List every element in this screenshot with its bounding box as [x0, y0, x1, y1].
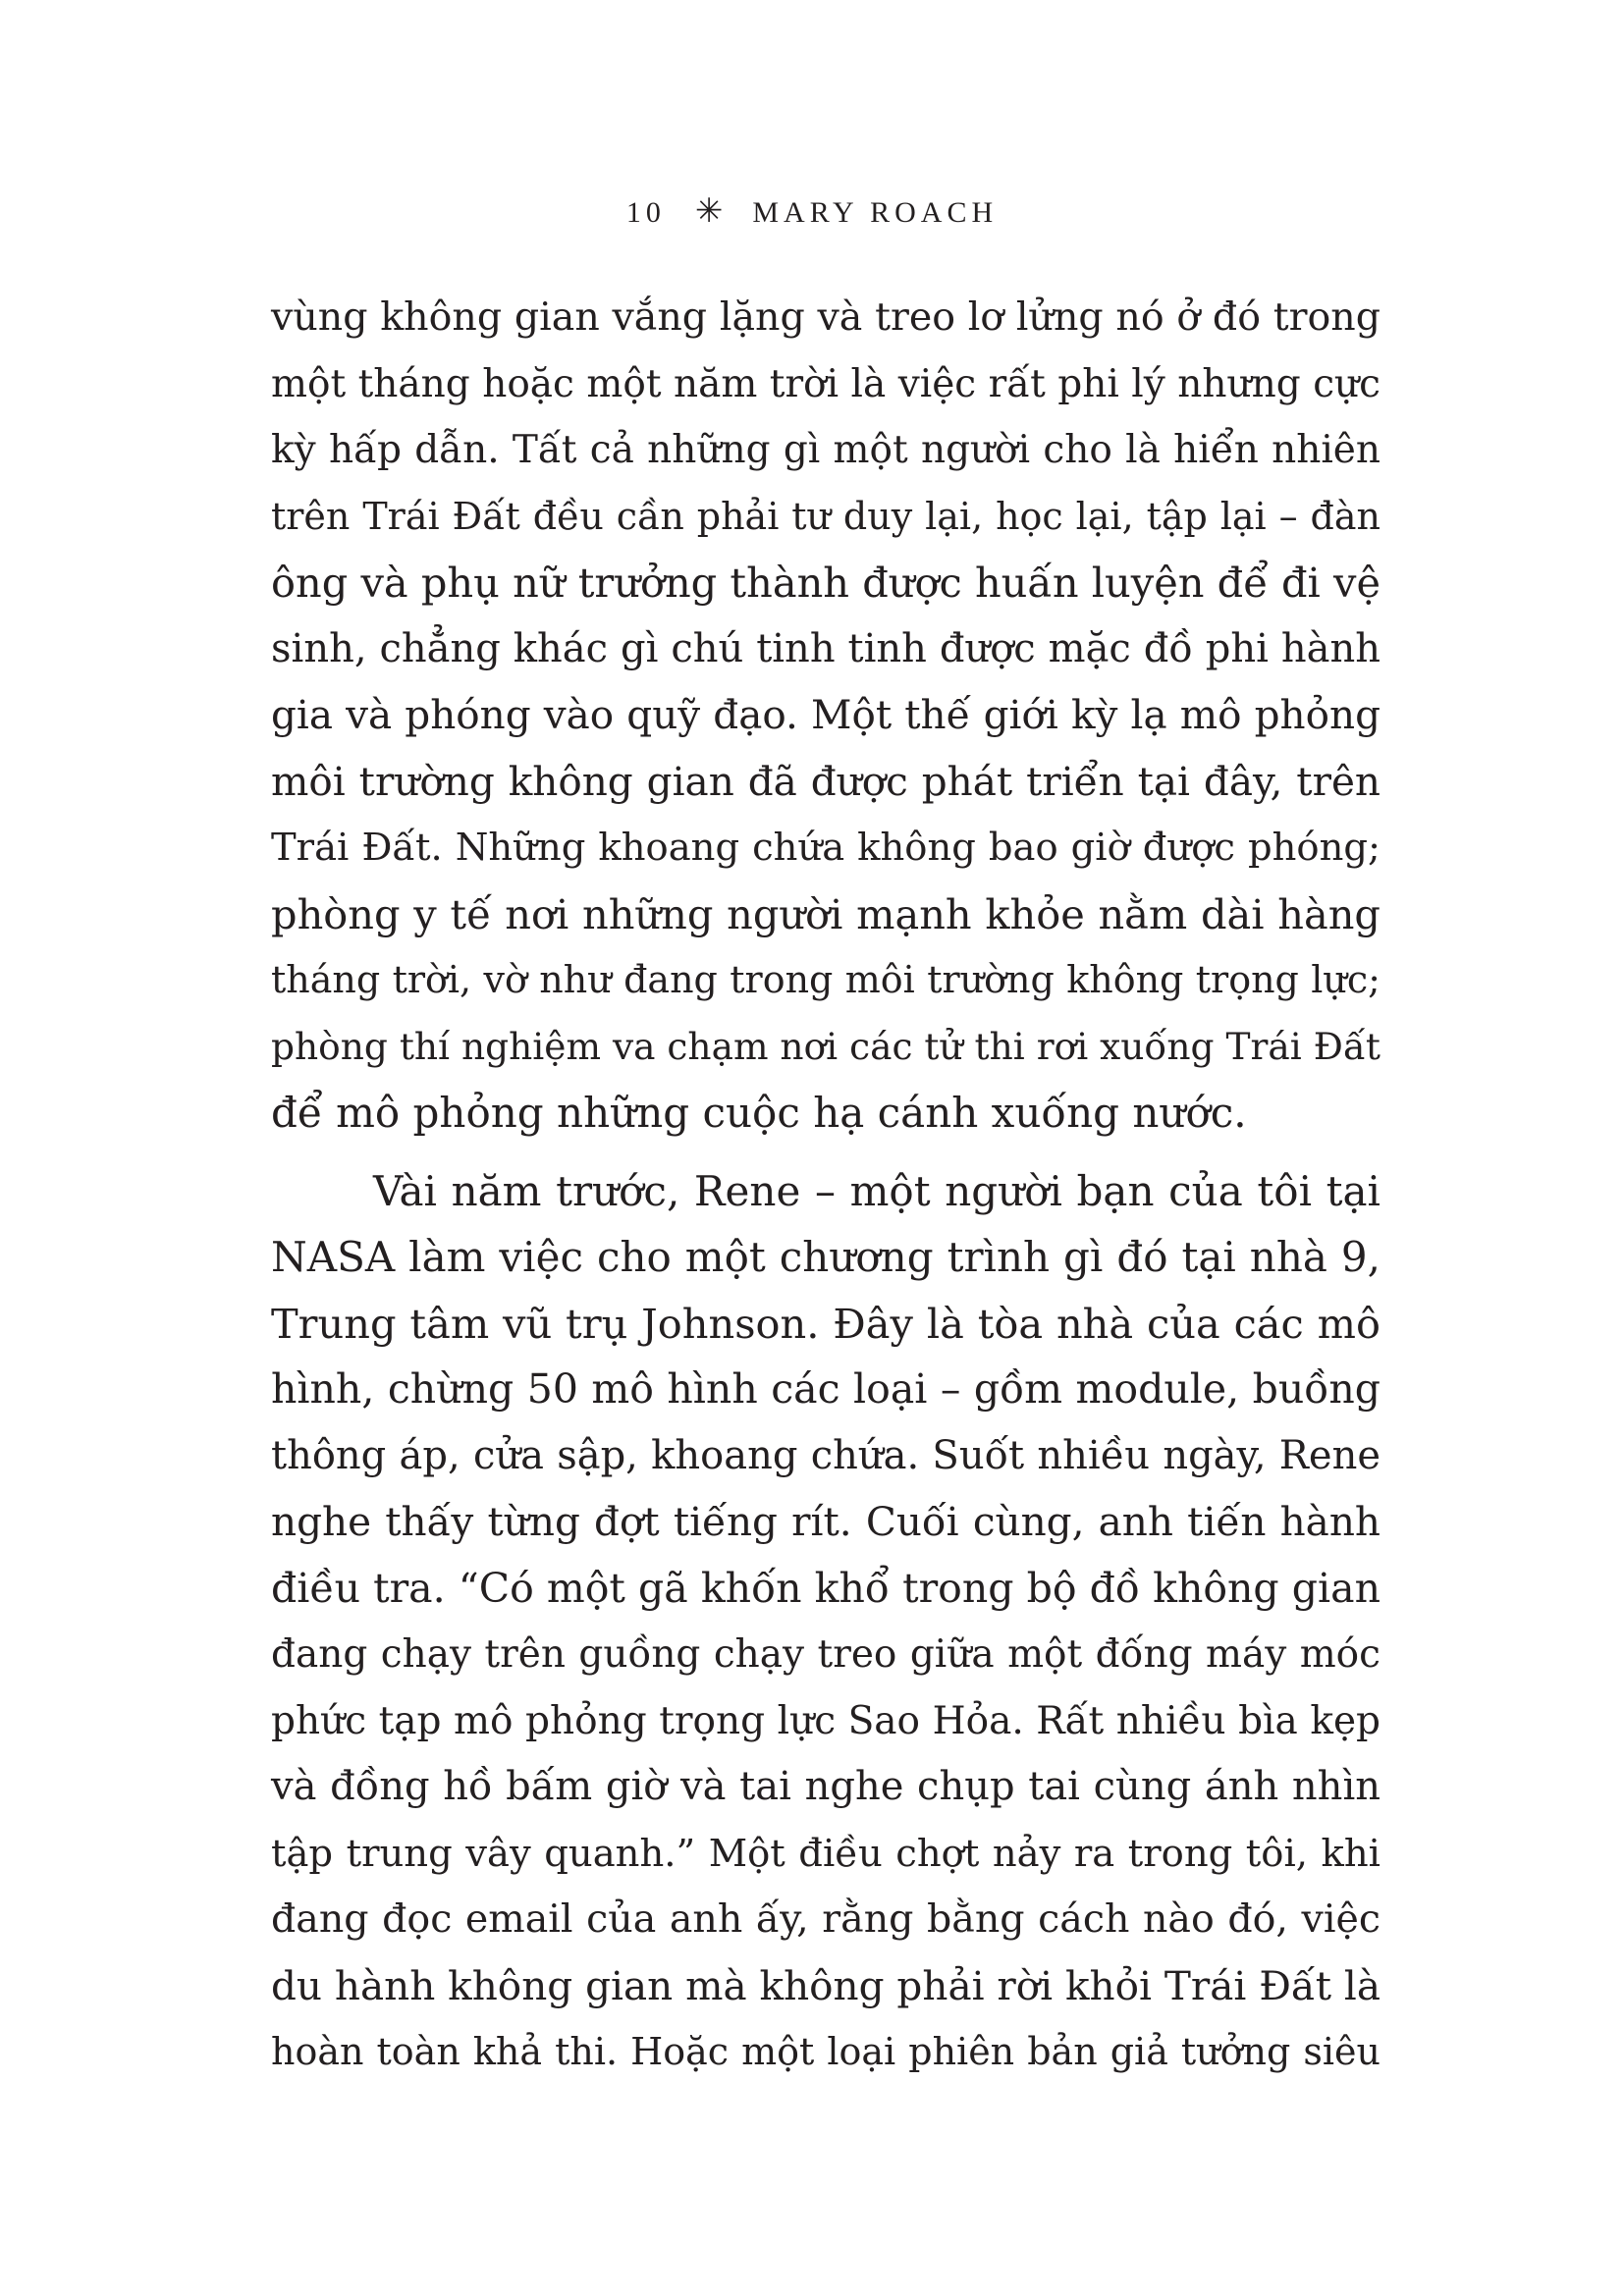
paragraph-gap [271, 1147, 1380, 1158]
text-line: trên Trái Đất đều cần phải tư duy lại, học lại, tập lại – đàn [271, 494, 1380, 538]
text-line: vùng không gian vắng lặng và treo lơ lửng nó ở đó trong [271, 294, 1380, 340]
text-line: phòng y tế nơi những người mạnh khỏe nằm dài hàng [271, 889, 1380, 938]
paragraph [271, 1158, 1380, 2086]
text-line: hình, chừng 50 mô hình các loại – gồm module, buồng [271, 1365, 1380, 1413]
text-line: sinh, chẳng khác gì chú tinh tinh được mặc đồ phi hành [271, 625, 1380, 671]
text-line: phức tạp mô phỏng trọng lực Sao Hỏa. Rất nhiều bìa kẹp [271, 1698, 1380, 1743]
text-line: hoàn toàn khả thi. Hoặc một loại phiên bản giả tưởng siêu [271, 2030, 1380, 2073]
text-line: để mô phỏng những cuộc hạ cánh xuống nước. [271, 1089, 1247, 1137]
page-number: 10 [625, 196, 666, 229]
text-line: NASA làm việc cho một chương trình gì đó tại nhà 9, [271, 1233, 1380, 1281]
paragraph [271, 285, 1380, 1147]
author-name: MARY ROACH [752, 196, 999, 229]
text-line: tháng trời, vờ như đang trong môi trường không trọng lực; [271, 958, 1380, 1001]
text-line: đang đọc email của anh ấy, rằng bằng cách nào đó, việc [271, 1896, 1380, 1942]
running-head [0, 192, 1624, 233]
text-line: Vài năm trước, Rene – một người bạn của tôi tại [373, 1166, 1380, 1215]
text-line: Trung tâm vũ trụ Johnson. Đây là tòa nhà của các mô [271, 1299, 1380, 1348]
text-line: điều tra. “Có một gã khốn khổ trong bộ đồ không gian [271, 1564, 1380, 1612]
body-text [271, 285, 1380, 2086]
text-line: một tháng hoặc một năm trời là việc rất phi lý nhưng cực [271, 361, 1380, 406]
text-line: thông áp, cửa sập, khoang chứa. Suốt nhiều ngày, Rene [271, 1432, 1380, 1478]
text-line: môi trường không gian đã được phát triển tại đây, trên [271, 757, 1380, 805]
text-line: đang chạy trên guồng chạy treo giữa một đống máy móc [271, 1632, 1380, 1677]
text-line: du hành không gian mà không phải rời khỏi Trái Đất là [271, 1961, 1380, 2009]
text-line: và đồng hồ bấm giờ và tai nghe chụp tai cùng ánh nhìn [271, 1764, 1380, 1809]
text-line: nghe thấy từng đợt tiếng rít. Cuối cùng, anh tiến hành [271, 1498, 1380, 1545]
text-line: phòng thí nghiệm va chạm nơi các tử thi rơi xuống Trái Đất [271, 1024, 1380, 1068]
text-line: tập trung vây quanh.” Một điều chợt nảy ra trong tôi, khi [271, 1831, 1380, 1876]
text-line: ông và phụ nữ trưởng thành được huấn luyện để đi vệ [271, 559, 1380, 607]
text-line: Trái Đất. Những khoang chứa không bao giờ được phóng; [271, 826, 1380, 870]
asterisk-separator-icon: ✳ [694, 193, 724, 230]
text-line: kỳ hấp dẫn. Tất cả những gì một người cho là hiển nhiên [271, 428, 1380, 472]
text-line: gia và phóng vào quỹ đạo. Một thế giới kỳ lạ mô phỏng [271, 691, 1380, 738]
